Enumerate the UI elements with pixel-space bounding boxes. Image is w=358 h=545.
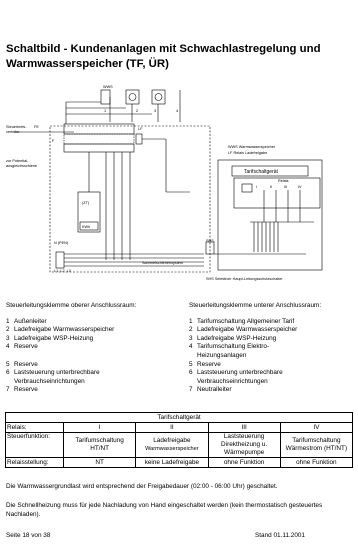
status-date: Stand 01.11.2001	[255, 532, 305, 539]
svg-text:L1, L2, L3: L1, L2, L3	[54, 269, 71, 273]
legend-upper-header: Steuerleitungsklemme oberer Anschlussraum:	[6, 302, 137, 309]
svg-text:1: 1	[104, 109, 107, 113]
table-title: Tarifschaltgerät	[6, 413, 353, 423]
svg-text:KWh: KWh	[82, 225, 91, 229]
svg-text:I: I	[256, 185, 258, 189]
svg-text:WWS: WWS	[103, 85, 113, 89]
svg-text:IV: IV	[298, 185, 302, 189]
svg-text:Steuerkreis-: Steuerkreis-	[6, 125, 27, 129]
tarifschaltgeraet-table: Tarifschaltgerät Relais: I II III IV Steuerfunktion: Tarifumschaltung HT/NT Ladefreigabe Warmwasserspeicher Laststeuerung Direktheizung u. Wärmepumpe Tarifumschaltung Wärmestrom (HT/NT) Relaisstellung: NT keine Ladefreigabe ohne Funktion ohne Funktion	[5, 412, 353, 468]
svg-text:SHS: SHS	[206, 239, 214, 243]
svg-text:SHS Selektiver Haupt-Leitungs: SHS Selektiver Haupt-Leitungsschutzschalter	[206, 277, 283, 281]
page-title: Schaltbild - Kundenanlagen mit Schwachlastregelung und Warmwasserspeicher (TF, ÜR)	[6, 43, 321, 70]
svg-text:2: 2	[136, 109, 139, 113]
legend-lower-header: Steuerleitungsklemme unterer Anschlussraum:	[189, 302, 322, 309]
svg-text:verteiler: verteiler	[6, 130, 20, 134]
svg-text:WWS Warmwasserspeicher: WWS Warmwasserspeicher	[228, 145, 276, 149]
svg-text:zur Potential-: zur Potential-	[6, 159, 29, 163]
svg-text:ausgleichsschiene: ausgleichsschiene	[6, 164, 38, 168]
note-schnellheizung: Die Schnellheizung muss für jede Nachladung von Hand eingeschaltet werden (kein thermostatisch gesteuertes Nachladen).	[6, 502, 323, 518]
svg-text:4: 4	[176, 109, 179, 113]
svg-text:(ZT): (ZT)	[82, 201, 90, 205]
svg-text:Tarifschaltgerät: Tarifschaltgerät	[244, 169, 278, 175]
boiler-wws	[101, 90, 110, 104]
svg-text:Relais: Relais	[278, 179, 289, 183]
svg-text:LF: LF	[138, 127, 143, 131]
note-warmwasser: Die Warmwassergrundlast wird entsprechend der Freigabedauer (02:00 - 06:00 Uhr) geschaltet.	[6, 483, 278, 490]
svg-text:F: F	[52, 139, 55, 143]
legend-lower-terminal: Steuerleitungsklemme unterer Anschlussraum: 1 Tarifumschaltung Allgemeiner Tarif 2 Ladefreigabe Warmwasserspeicher 3 Ladefreigabe WSP-Heizung 4 Tarifumschaltung Elektro- Heizungsanlagen 5 Reserve 6 Laststeuerung unterbrechbare Verbrauchseinrichtungen 7 Neutralleiter	[189, 302, 354, 395]
svg-text:III: III	[284, 185, 288, 189]
svg-text:N (PEN): N (PEN)	[54, 241, 69, 245]
legend-upper-terminal: Steuerleitungsklemme oberer Anschlussraum: 1 Außenleiter 2 Ladefreigabe Warmwasserspeicher 3 Ladefreigabe WSP-Heizung 4 Reserve 5 Reserve 6 Laststeuerung unterbrechbare Verbrauchseinrichtungen 7 Reserve	[6, 302, 176, 395]
svg-text:Sammelschienensystem: Sammelschienensystem	[142, 261, 184, 265]
svg-text:LF Relais Ladefreigabe: LF Relais Ladefreigabe	[228, 151, 268, 155]
circuit-diagram	[6, 82, 352, 290]
page-number: Seite 18 von 38	[6, 532, 51, 539]
svg-text:FE: FE	[34, 125, 39, 129]
svg-text:II: II	[270, 185, 273, 189]
svg-text:3: 3	[154, 109, 157, 113]
